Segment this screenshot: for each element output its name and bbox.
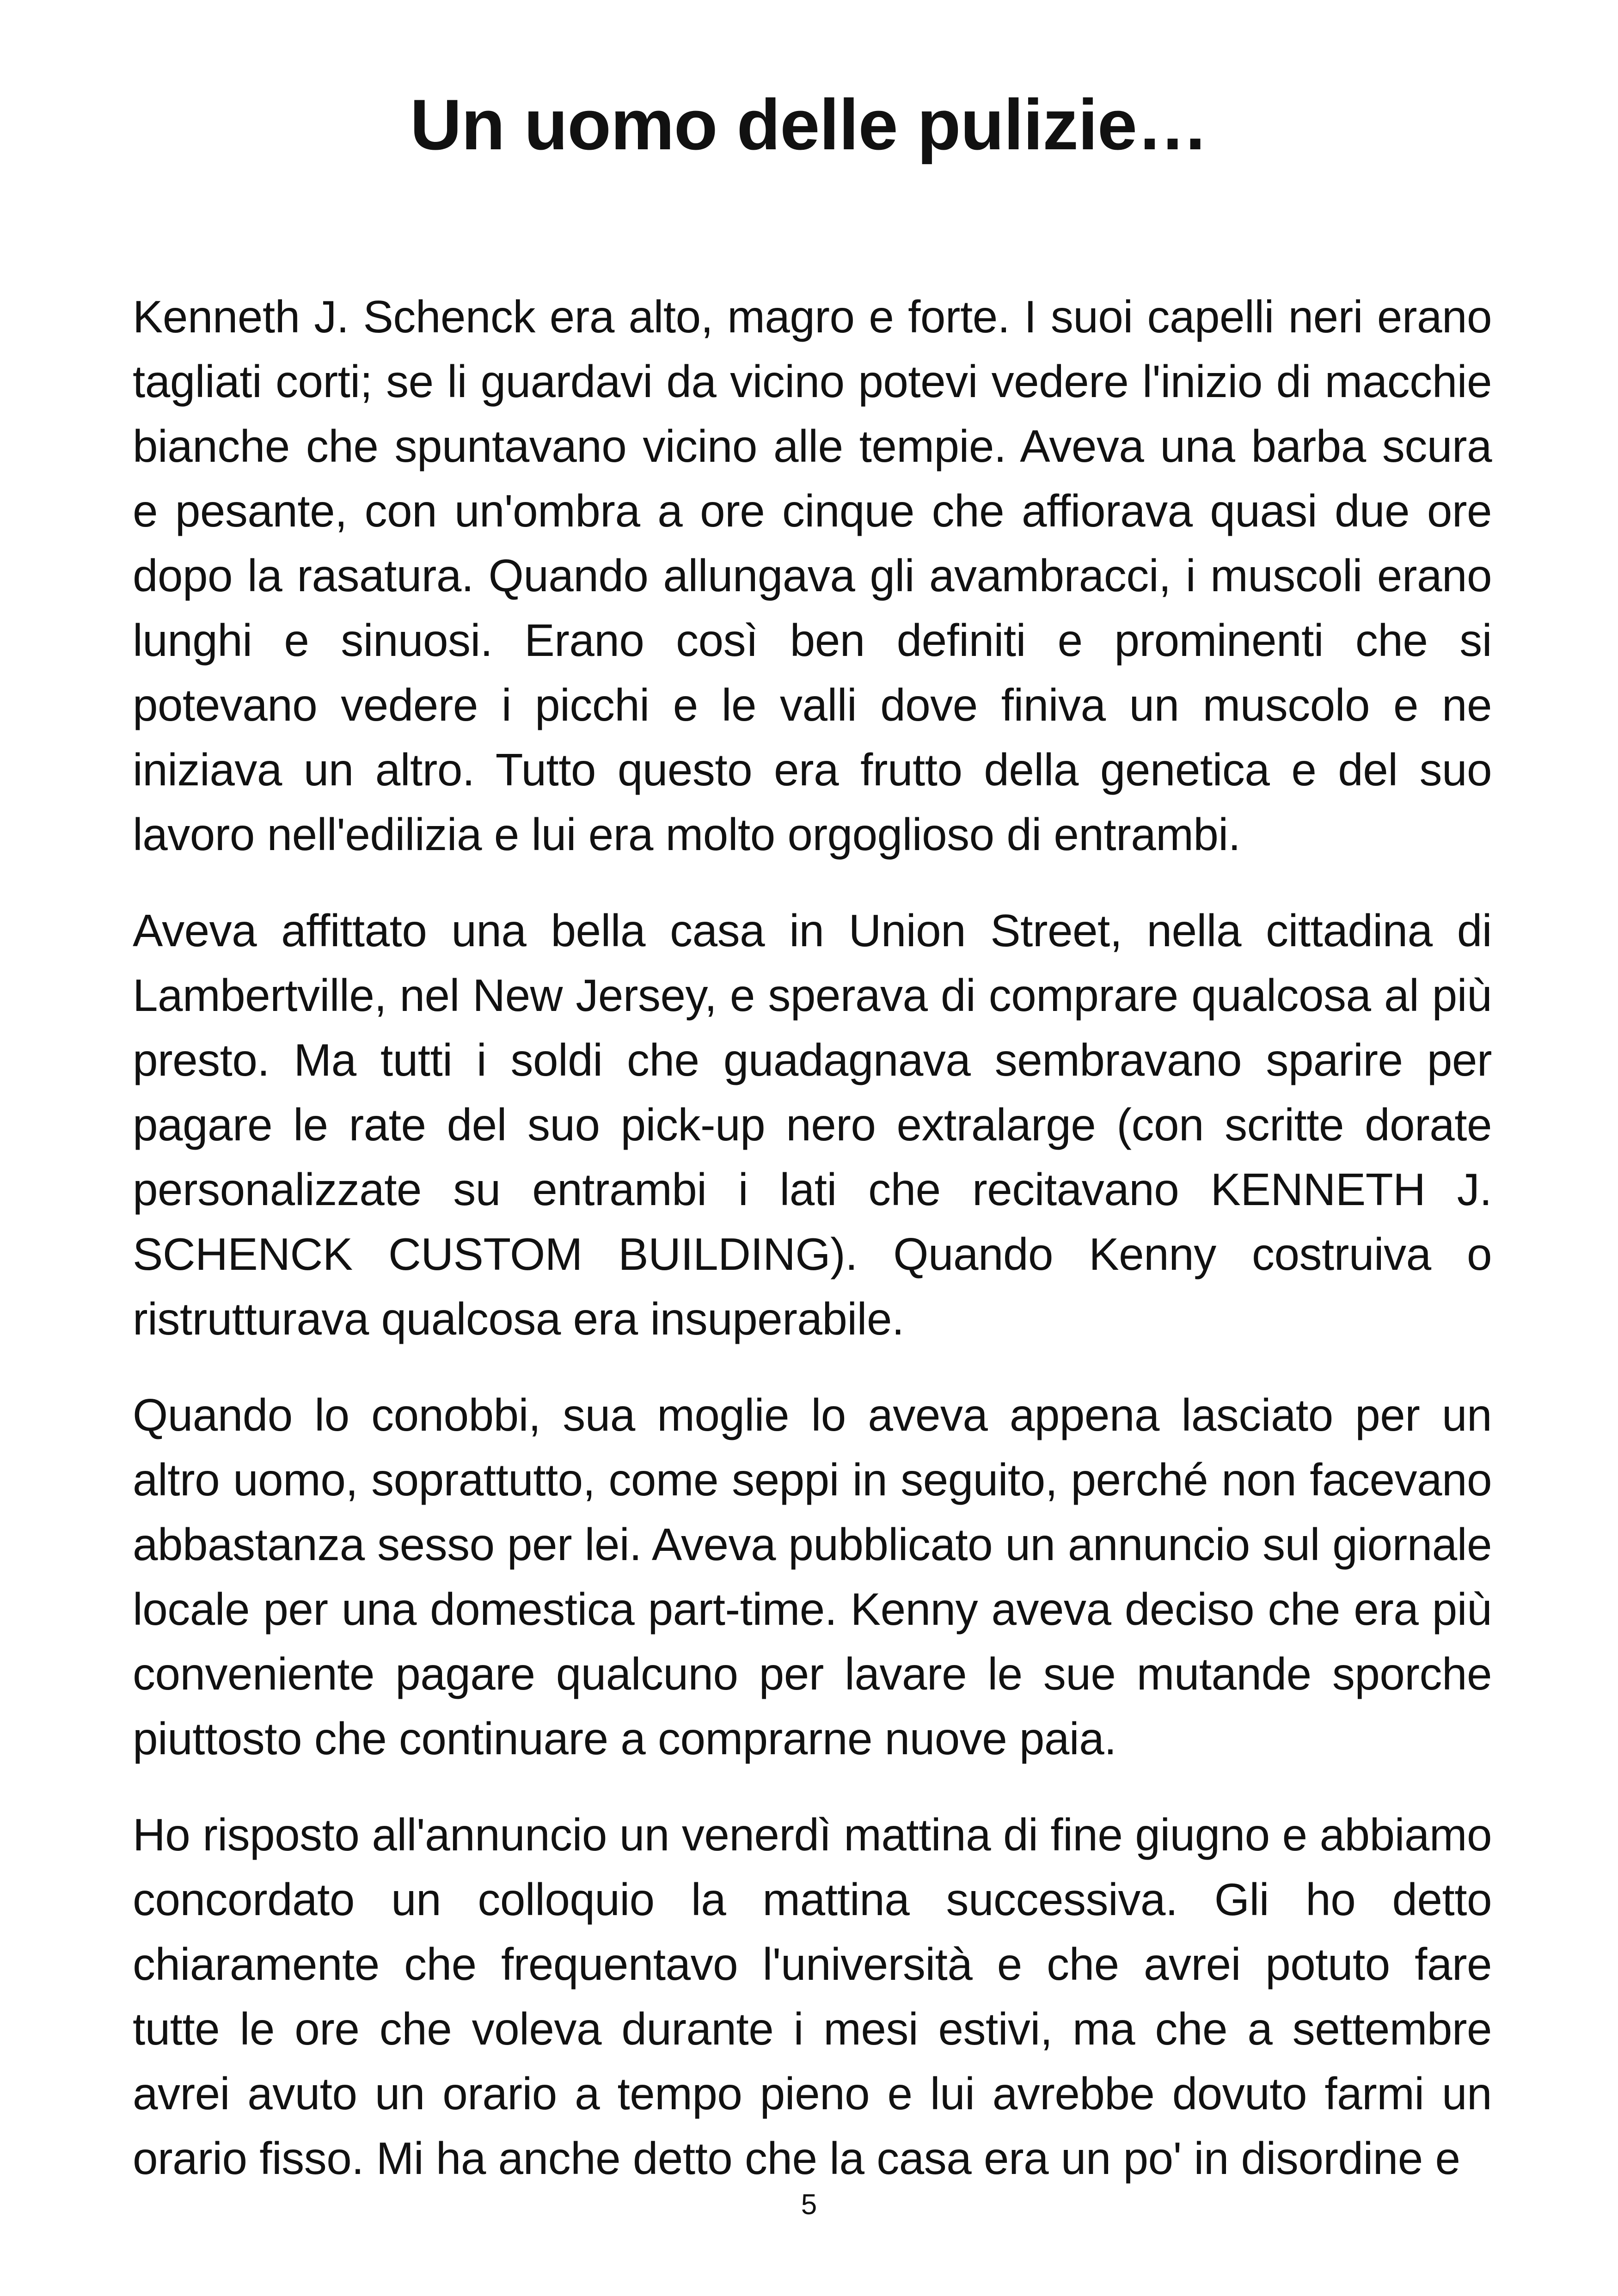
paragraph-2: Aveva affittato una bella casa in Union Street, nella cittadina di Lambertville, nel New Jersey, e sperava di comprare qualcosa al più presto. Ma tutti i soldi che guadagnava sembravano sparire per pagare le rate del suo pick-up nero extralarge (con scritte dorate personalizzate su entrambi i lati che recitavano KENNETH J. SCHENCK CUSTOM BUILDING). Quando Kenny costruiva o ristrutturava qualcosa era insuperabile. [133, 905, 1492, 1344]
page-number: 5 [801, 2189, 817, 2221]
chapter-body [133, 284, 1492, 2191]
paragraph-4: Ho risposto all'annuncio un venerdì mattina di fine giugno e abbiamo concordato un colloquio la mattina successiva. Gli ho detto chiaramente che frequentavo l'università e che avrei potuto fare tutte le ore che voleva durante i mesi estivi, ma che a settembre avrei avuto un orario a tempo pieno e lui avrebbe dovuto farmi un orario fisso. Mi ha anche detto che la casa era un po' in disordine e [133, 1809, 1492, 2184]
paragraph-3: Quando lo conobbi, sua moglie lo aveva appena lasciato per un altro uomo, soprattutto, come seppi in seguito, perché non facevano abbastanza sesso per lei. Aveva pubblicato un annuncio sul giornale locale per una domestica part-time. Kenny aveva deciso che era più conveniente pagare qualcuno per lavare le sue mutande sporche piuttosto che continuare a comprarne nuove paia. [133, 1390, 1492, 1764]
paragraph-1: Kenneth J. Schenck era alto, magro e forte. I suoi capelli neri erano tagliati corti; se li guardavi da vicino potevi vedere l'inizio di macchie bianche che spuntavano vicino alle tempie. Aveva una barba scura e pesante, con un'ombra a ore cinque che affiorava quasi due ore dopo la rasatura. Quando allungava gli avambracci, i muscoli erano lunghi e sinuosi. Erano così ben definiti e prominenti che si potevano vedere i picchi e le valli dove finiva un muscolo e ne iniziava un altro. Tutto questo era frutto della genetica e del suo lavoro nell'edilizia e lui era molto orgoglioso di entrambi. [133, 291, 1492, 860]
chapter-title: Un uomo delle pulizie… [410, 85, 1208, 165]
